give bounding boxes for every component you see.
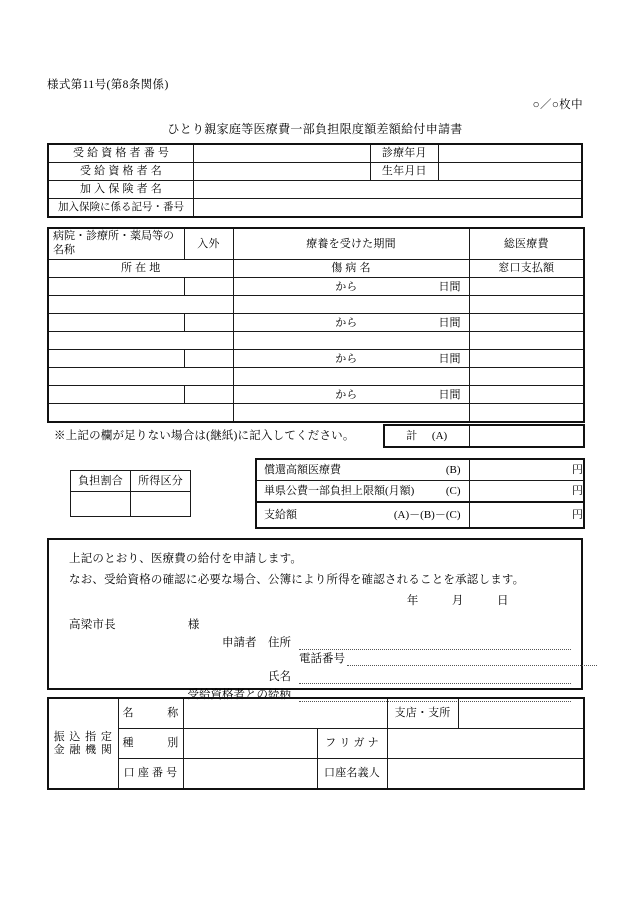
account-number-label: 口 座 番 号 <box>118 759 183 790</box>
prefecture-limit-value-input[interactable] <box>469 481 584 503</box>
table-row <box>71 471 191 492</box>
reimbursement-label: 償還高額医療費 <box>264 463 341 476</box>
table-row <box>384 425 584 447</box>
period-from-label: から <box>335 388 358 401</box>
burden-ratio-table <box>70 470 191 517</box>
applicant-tel-input[interactable] <box>347 654 597 666</box>
institution-name-input[interactable] <box>48 350 184 368</box>
calculation-table <box>255 458 585 529</box>
total-mark: (A) <box>431 429 448 442</box>
treatment-records-table <box>47 227 585 423</box>
page-title: ひとり親家庭等医療費一部負担限度額差額給付申請書 <box>167 122 463 136</box>
total-cost-input[interactable] <box>469 278 584 296</box>
disease-name-input[interactable] <box>233 296 469 314</box>
account-holder-input[interactable] <box>387 759 584 790</box>
total-label: 計 <box>406 429 418 442</box>
prefecture-limit-unit: 円 <box>572 484 583 497</box>
payment-amount-unit: 円 <box>572 508 583 521</box>
location-input[interactable] <box>48 404 233 423</box>
declaration-date-row <box>49 592 539 608</box>
treatment-subheader-row <box>48 260 584 278</box>
table-row <box>48 314 584 332</box>
date-day-label[interactable]: 日 <box>497 595 509 607</box>
date-year-label[interactable]: 年 <box>406 595 419 607</box>
date-month-label[interactable]: 月 <box>451 595 464 607</box>
applicant-tel-row <box>299 650 597 666</box>
recipient-name-input[interactable] <box>194 163 371 181</box>
account-holder-label: 口座名義人 <box>317 759 387 790</box>
table-row <box>256 481 584 503</box>
reimbursement-label-cell <box>256 459 469 481</box>
payment-amount-label: 支給額 <box>264 508 297 521</box>
period-input[interactable] <box>233 350 469 368</box>
bank-name-input[interactable] <box>183 698 387 729</box>
location-input[interactable] <box>48 332 233 350</box>
prefecture-limit-label: 単県公費一部負担上限額(月額) <box>264 484 415 497</box>
table-row <box>48 163 582 181</box>
institution-name-input[interactable] <box>48 278 184 296</box>
payment-amount-label-cell <box>256 502 469 528</box>
disease-name-input[interactable] <box>233 368 469 386</box>
period-from-label: から <box>335 280 358 293</box>
period-days-label: 日間 <box>438 316 461 329</box>
period-input[interactable] <box>233 386 469 404</box>
total-cost-input[interactable] <box>469 386 584 404</box>
addressee-row <box>69 616 200 632</box>
birthdate-label: 生年月日 <box>370 163 438 181</box>
recipient-name-label: 受 給 資 格 者 名 <box>48 163 194 181</box>
burden-ratio-input[interactable] <box>71 492 131 517</box>
declaration-line-1: 上記のとおり、医療費の給付を申請します。 <box>69 553 303 565</box>
period-days-label: 日間 <box>438 280 461 293</box>
institution-name-input[interactable] <box>48 386 184 404</box>
insurance-symbol-input[interactable] <box>194 199 582 218</box>
inout-input[interactable] <box>184 350 233 368</box>
honorific-label: 様 <box>187 619 200 631</box>
payment-amount-formula: (A)－(B)－(C) <box>393 508 461 521</box>
reimbursement-mark: (B) <box>445 463 461 476</box>
bank-group-label-line2: 金 融 機 関 <box>53 743 113 756</box>
table-row <box>48 350 584 368</box>
recipient-info-table <box>47 143 583 218</box>
birthdate-input[interactable] <box>438 163 582 181</box>
period-days-label: 日間 <box>438 388 461 401</box>
prefecture-limit-mark: (C) <box>445 484 461 497</box>
disease-name-input[interactable] <box>233 404 469 423</box>
disease-name-input[interactable] <box>233 332 469 350</box>
table-row <box>48 278 584 296</box>
inout-input[interactable] <box>184 386 233 404</box>
bank-group-label-line1: 振 込 指 定 <box>53 731 113 744</box>
treatment-period-header: 療養を受けた期間 <box>233 228 469 260</box>
account-type-input[interactable] <box>183 729 317 759</box>
location-input[interactable] <box>48 368 233 386</box>
table-row <box>48 332 584 350</box>
bank-account-table <box>47 697 585 790</box>
counter-payment-header: 窓口支払額 <box>469 260 584 278</box>
total-value-input[interactable] <box>469 425 584 447</box>
treatment-month-label: 診療年月 <box>370 144 438 163</box>
location-input[interactable] <box>48 296 233 314</box>
table-row <box>71 492 191 517</box>
table-row <box>48 296 584 314</box>
prefecture-limit-label-cell <box>256 481 469 503</box>
applicant-relation-label: 受給資格者との続柄 <box>187 689 291 701</box>
form-number: 様式第11号(第8条関係) <box>47 79 169 91</box>
insurer-name-input[interactable] <box>194 181 582 199</box>
branch-cell <box>387 698 584 729</box>
period-input[interactable] <box>233 314 469 332</box>
treatment-month-input[interactable] <box>438 144 582 163</box>
insurance-symbol-label: 加入保険に係る記号・番号 <box>48 199 194 218</box>
applicant-name-label: 氏名 <box>268 671 291 683</box>
income-category-input[interactable] <box>131 492 191 517</box>
income-category-label: 所得区分 <box>131 471 191 492</box>
account-number-input[interactable] <box>183 759 317 790</box>
total-label-cell <box>384 425 469 447</box>
total-cost-input[interactable] <box>469 350 584 368</box>
period-input[interactable] <box>233 278 469 296</box>
insurer-name-label: 加 入 保 険 者 名 <box>48 181 194 199</box>
payment-amount-value-input[interactable] <box>469 502 584 528</box>
inout-input[interactable] <box>184 278 233 296</box>
bank-name-label: 名 称 <box>118 698 183 729</box>
applicant-tel-label: 電話番号 <box>299 653 345 665</box>
total-cost-input[interactable] <box>469 314 584 332</box>
table-row <box>48 404 584 423</box>
counter-payment-input[interactable] <box>469 368 584 386</box>
counter-payment-input[interactable] <box>469 404 584 423</box>
declaration-block <box>47 538 583 701</box>
table-row <box>48 144 582 163</box>
table-row <box>256 459 584 481</box>
table-row <box>48 698 584 729</box>
continuation-note: ※上記の欄が足りない場合は(継紙)に記入してください。 <box>54 430 355 442</box>
location-header: 所 在 地 <box>48 260 233 278</box>
table-row <box>256 502 584 528</box>
branch-input[interactable] <box>458 699 583 728</box>
declaration-line-2: なお、受給資格の確認に必要な場合、公簿により所得を確認されることを承認します。 <box>69 574 525 586</box>
table-row <box>48 386 584 404</box>
recipient-number-input[interactable] <box>194 144 371 163</box>
table-row <box>48 181 582 199</box>
inout-input[interactable] <box>184 314 233 332</box>
applicant-address-input[interactable] <box>299 638 571 650</box>
addressee-label: 高梁市長 <box>69 619 116 631</box>
period-from-label: から <box>335 316 358 329</box>
period-from-label: から <box>335 352 358 365</box>
furigana-input[interactable] <box>387 729 584 759</box>
total-medical-cost-header: 総医療費 <box>469 228 584 260</box>
total-amount-table <box>383 424 585 448</box>
applicant-address-row <box>167 634 571 650</box>
recipient-number-label: 受 給 資 格 者 番 号 <box>48 144 194 163</box>
institution-name-input[interactable] <box>48 314 184 332</box>
reimbursement-value-input[interactable] <box>469 459 584 481</box>
account-type-label: 種 別 <box>118 729 183 759</box>
table-row <box>48 368 584 386</box>
applicant-address-label: 申請者 住所 <box>222 637 291 649</box>
counter-payment-input[interactable] <box>469 296 584 314</box>
period-days-label: 日間 <box>438 352 461 365</box>
inout-header: 入外 <box>184 228 233 260</box>
table-row <box>48 759 584 790</box>
table-row <box>48 729 584 759</box>
branch-label: 支店・支所 <box>388 699 459 728</box>
applicant-name-input[interactable] <box>299 672 571 684</box>
treatment-header-row <box>48 228 584 260</box>
sheet-count: ○／○枚中 <box>532 99 583 111</box>
counter-payment-input[interactable] <box>469 332 584 350</box>
disease-name-header: 傷 病 名 <box>233 260 469 278</box>
bank-group-label <box>48 698 118 789</box>
burden-ratio-label: 負担割合 <box>71 471 131 492</box>
institution-name-header: 病院・診療所・薬局等の名称 <box>48 228 184 260</box>
applicant-name-row <box>167 668 571 684</box>
table-row <box>48 199 582 218</box>
furigana-label: フ リ ガ ナ <box>317 729 387 759</box>
reimbursement-unit: 円 <box>572 463 583 476</box>
